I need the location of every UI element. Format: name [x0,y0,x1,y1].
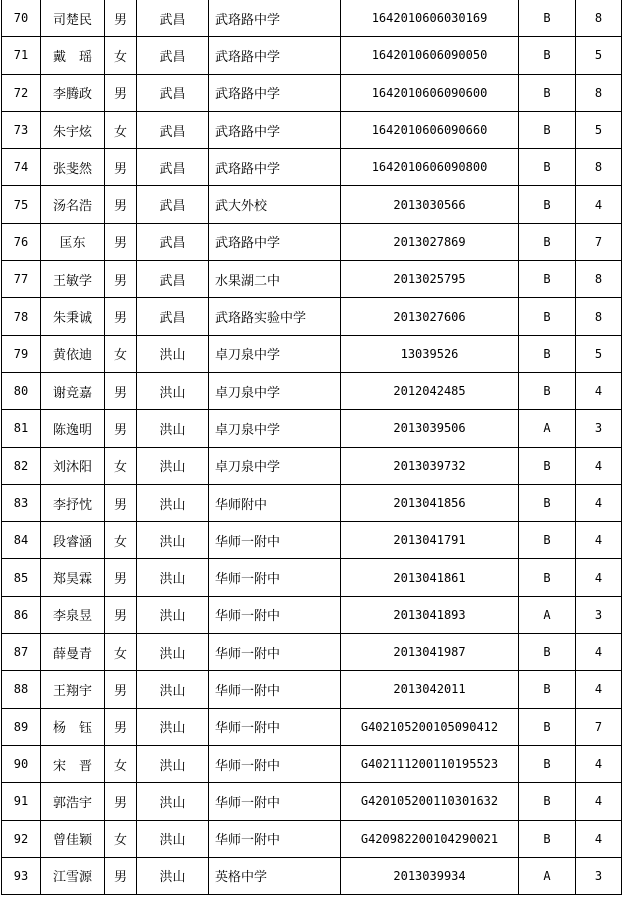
gender-cell: 男 [105,484,137,521]
grade-level-cell: B [519,223,576,260]
student-name-cell: 谢竞嘉 [41,372,105,409]
table-row [2,857,622,894]
gender-cell: 男 [105,261,137,298]
school-cell: 武珞路中学 [209,111,341,148]
score-cell: 4 [576,671,622,708]
row-number-cell: 82 [2,447,41,484]
district-cell: 洪山 [137,634,209,671]
district-cell: 洪山 [137,857,209,894]
grade-level-cell: B [519,298,576,335]
district-cell: 武昌 [137,37,209,74]
score-cell: 8 [576,261,622,298]
student-name-cell: 司楚民 [41,0,105,37]
row-number-cell: 70 [2,0,41,37]
row-number-cell: 87 [2,634,41,671]
student-id-cell: 1642010606090050 [341,37,519,74]
student-name-cell: 李泉昱 [41,596,105,633]
gender-cell: 男 [105,783,137,820]
score-cell: 5 [576,111,622,148]
score-cell: 4 [576,820,622,857]
gender-cell: 男 [105,559,137,596]
student-id-cell: 2013041791 [341,522,519,559]
gender-cell: 男 [105,372,137,409]
district-cell: 洪山 [137,559,209,596]
district-cell: 洪山 [137,372,209,409]
school-cell: 水果湖二中 [209,261,341,298]
row-number-cell: 73 [2,111,41,148]
school-cell: 华师一附中 [209,596,341,633]
grade-level-cell: B [519,261,576,298]
student-id-cell: 2012042485 [341,372,519,409]
score-cell: 4 [576,783,622,820]
school-cell: 卓刀泉中学 [209,372,341,409]
school-cell: 武珞路中学 [209,149,341,186]
school-cell: 卓刀泉中学 [209,335,341,372]
row-number-cell: 74 [2,149,41,186]
student-id-cell: 2013039506 [341,410,519,447]
student-name-cell: 杨 钰 [41,708,105,745]
school-cell: 华师一附中 [209,745,341,782]
student-name-cell: 江雪源 [41,857,105,894]
gender-cell: 女 [105,37,137,74]
score-cell: 3 [576,410,622,447]
score-cell: 7 [576,223,622,260]
table-row [2,820,622,857]
grade-level-cell: B [519,37,576,74]
district-cell: 洪山 [137,447,209,484]
student-name-cell: 朱秉诚 [41,298,105,335]
row-number-cell: 86 [2,596,41,633]
score-cell: 4 [576,559,622,596]
district-cell: 洪山 [137,596,209,633]
grade-level-cell: B [519,634,576,671]
table-row [2,372,622,409]
student-id-cell: 2013027869 [341,223,519,260]
grade-level-cell: B [519,559,576,596]
score-cell: 5 [576,335,622,372]
school-cell: 武珞路实验中学 [209,298,341,335]
row-number-cell: 79 [2,335,41,372]
grade-level-cell: A [519,410,576,447]
table-row [2,671,622,708]
score-cell: 7 [576,708,622,745]
school-cell: 武大外校 [209,186,341,223]
district-cell: 洪山 [137,522,209,559]
row-number-cell: 77 [2,261,41,298]
table-row [2,111,622,148]
grade-level-cell: B [519,74,576,111]
student-name-cell: 段睿涵 [41,522,105,559]
student-name-cell: 黄依迪 [41,335,105,372]
gender-cell: 女 [105,447,137,484]
student-name-cell: 郭浩宇 [41,783,105,820]
student-name-cell: 李抒忱 [41,484,105,521]
student-name-cell: 汤名浩 [41,186,105,223]
table-body [2,0,622,895]
table-row [2,447,622,484]
gender-cell: 女 [105,522,137,559]
school-cell: 武珞路中学 [209,74,341,111]
student-id-cell: G402111200110195523 [341,745,519,782]
grade-level-cell: A [519,596,576,633]
district-cell: 洪山 [137,708,209,745]
table-row [2,149,622,186]
gender-cell: 男 [105,410,137,447]
student-id-cell: 2013025795 [341,261,519,298]
student-name-cell: 宋 晋 [41,745,105,782]
school-cell: 华师附中 [209,484,341,521]
row-number-cell: 76 [2,223,41,260]
district-cell: 洪山 [137,783,209,820]
table-row [2,335,622,372]
score-cell: 4 [576,634,622,671]
gender-cell: 男 [105,857,137,894]
grade-level-cell: B [519,111,576,148]
student-id-cell: G420105200110301632 [341,783,519,820]
school-cell: 华师一附中 [209,708,341,745]
school-cell: 华师一附中 [209,820,341,857]
grade-level-cell: B [519,745,576,782]
gender-cell: 男 [105,149,137,186]
table-row [2,261,622,298]
gender-cell: 女 [105,111,137,148]
district-cell: 洪山 [137,745,209,782]
grade-level-cell: B [519,186,576,223]
student-id-cell: 2013041987 [341,634,519,671]
district-cell: 武昌 [137,111,209,148]
student-id-cell: 1642010606090800 [341,149,519,186]
row-number-cell: 92 [2,820,41,857]
score-cell: 3 [576,857,622,894]
district-cell: 武昌 [137,261,209,298]
gender-cell: 女 [105,634,137,671]
grade-level-cell: B [519,708,576,745]
school-cell: 英格中学 [209,857,341,894]
district-cell: 洪山 [137,820,209,857]
student-id-cell: 2013039732 [341,447,519,484]
table-row [2,410,622,447]
district-cell: 洪山 [137,484,209,521]
gender-cell: 男 [105,671,137,708]
student-name-cell: 王敏学 [41,261,105,298]
gender-cell: 男 [105,596,137,633]
table-row [2,37,622,74]
grade-level-cell: B [519,0,576,37]
school-cell: 武珞路中学 [209,37,341,74]
student-id-cell: 13039526 [341,335,519,372]
gender-cell: 男 [105,223,137,260]
student-id-cell: 1642010606030169 [341,0,519,37]
table-row [2,484,622,521]
table-row [2,186,622,223]
student-name-cell: 郑昊霖 [41,559,105,596]
grade-level-cell: B [519,149,576,186]
student-name-cell: 薛曼青 [41,634,105,671]
table-row [2,596,622,633]
student-id-cell: 1642010606090660 [341,111,519,148]
score-cell: 4 [576,186,622,223]
score-cell: 4 [576,522,622,559]
school-cell: 华师一附中 [209,559,341,596]
student-name-cell: 李腾政 [41,74,105,111]
row-number-cell: 75 [2,186,41,223]
score-cell: 4 [576,372,622,409]
table-row [2,522,622,559]
student-name-cell: 刘沐阳 [41,447,105,484]
student-id-cell: G402105200105090412 [341,708,519,745]
district-cell: 武昌 [137,298,209,335]
table-row [2,223,622,260]
table-row [2,783,622,820]
student-name-cell: 王翔宇 [41,671,105,708]
gender-cell: 男 [105,298,137,335]
score-cell: 8 [576,149,622,186]
score-cell: 8 [576,298,622,335]
district-cell: 洪山 [137,335,209,372]
table-row [2,74,622,111]
table-row [2,0,622,37]
student-id-cell: 1642010606090600 [341,74,519,111]
grade-level-cell: B [519,522,576,559]
student-id-cell: 2013039934 [341,857,519,894]
gender-cell: 男 [105,186,137,223]
row-number-cell: 93 [2,857,41,894]
district-cell: 武昌 [137,186,209,223]
district-cell: 洪山 [137,410,209,447]
table-row [2,745,622,782]
score-cell: 8 [576,74,622,111]
school-cell: 华师一附中 [209,783,341,820]
student-id-cell: 2013041856 [341,484,519,521]
grade-level-cell: B [519,372,576,409]
district-cell: 武昌 [137,149,209,186]
gender-cell: 女 [105,820,137,857]
row-number-cell: 85 [2,559,41,596]
grade-level-cell: B [519,671,576,708]
student-table [1,0,622,895]
student-name-cell: 朱宇炫 [41,111,105,148]
student-id-cell: 2013042011 [341,671,519,708]
row-number-cell: 81 [2,410,41,447]
gender-cell: 男 [105,0,137,37]
grade-level-cell: A [519,857,576,894]
row-number-cell: 72 [2,74,41,111]
student-name-cell: 匡东 [41,223,105,260]
row-number-cell: 89 [2,708,41,745]
row-number-cell: 88 [2,671,41,708]
school-cell: 卓刀泉中学 [209,447,341,484]
score-cell: 8 [576,0,622,37]
school-cell: 华师一附中 [209,522,341,559]
school-cell: 武珞路中学 [209,0,341,37]
row-number-cell: 84 [2,522,41,559]
gender-cell: 女 [105,335,137,372]
student-name-cell: 曾佳颖 [41,820,105,857]
district-cell: 武昌 [137,74,209,111]
student-name-cell: 张斐然 [41,149,105,186]
gender-cell: 男 [105,74,137,111]
table-row [2,708,622,745]
school-cell: 华师一附中 [209,634,341,671]
row-number-cell: 91 [2,783,41,820]
school-cell: 华师一附中 [209,671,341,708]
score-cell: 4 [576,484,622,521]
row-number-cell: 90 [2,745,41,782]
district-cell: 武昌 [137,223,209,260]
student-id-cell: 2013041861 [341,559,519,596]
row-number-cell: 78 [2,298,41,335]
row-number-cell: 71 [2,37,41,74]
score-cell: 3 [576,596,622,633]
grade-level-cell: B [519,484,576,521]
score-cell: 4 [576,745,622,782]
score-cell: 5 [576,37,622,74]
gender-cell: 女 [105,745,137,782]
gender-cell: 男 [105,708,137,745]
student-id-cell: 2013030566 [341,186,519,223]
school-cell: 武珞路中学 [209,223,341,260]
student-id-cell: 2013041893 [341,596,519,633]
student-id-cell: G420982200104290021 [341,820,519,857]
table-row [2,634,622,671]
score-cell: 4 [576,447,622,484]
student-id-cell: 2013027606 [341,298,519,335]
school-cell: 卓刀泉中学 [209,410,341,447]
table-row [2,559,622,596]
district-cell: 武昌 [137,0,209,37]
grade-level-cell: B [519,820,576,857]
row-number-cell: 83 [2,484,41,521]
student-name-cell: 陈逸明 [41,410,105,447]
grade-level-cell: B [519,447,576,484]
row-number-cell: 80 [2,372,41,409]
grade-level-cell: B [519,335,576,372]
table-row [2,298,622,335]
district-cell: 洪山 [137,671,209,708]
student-name-cell: 戴 瑶 [41,37,105,74]
grade-level-cell: B [519,783,576,820]
